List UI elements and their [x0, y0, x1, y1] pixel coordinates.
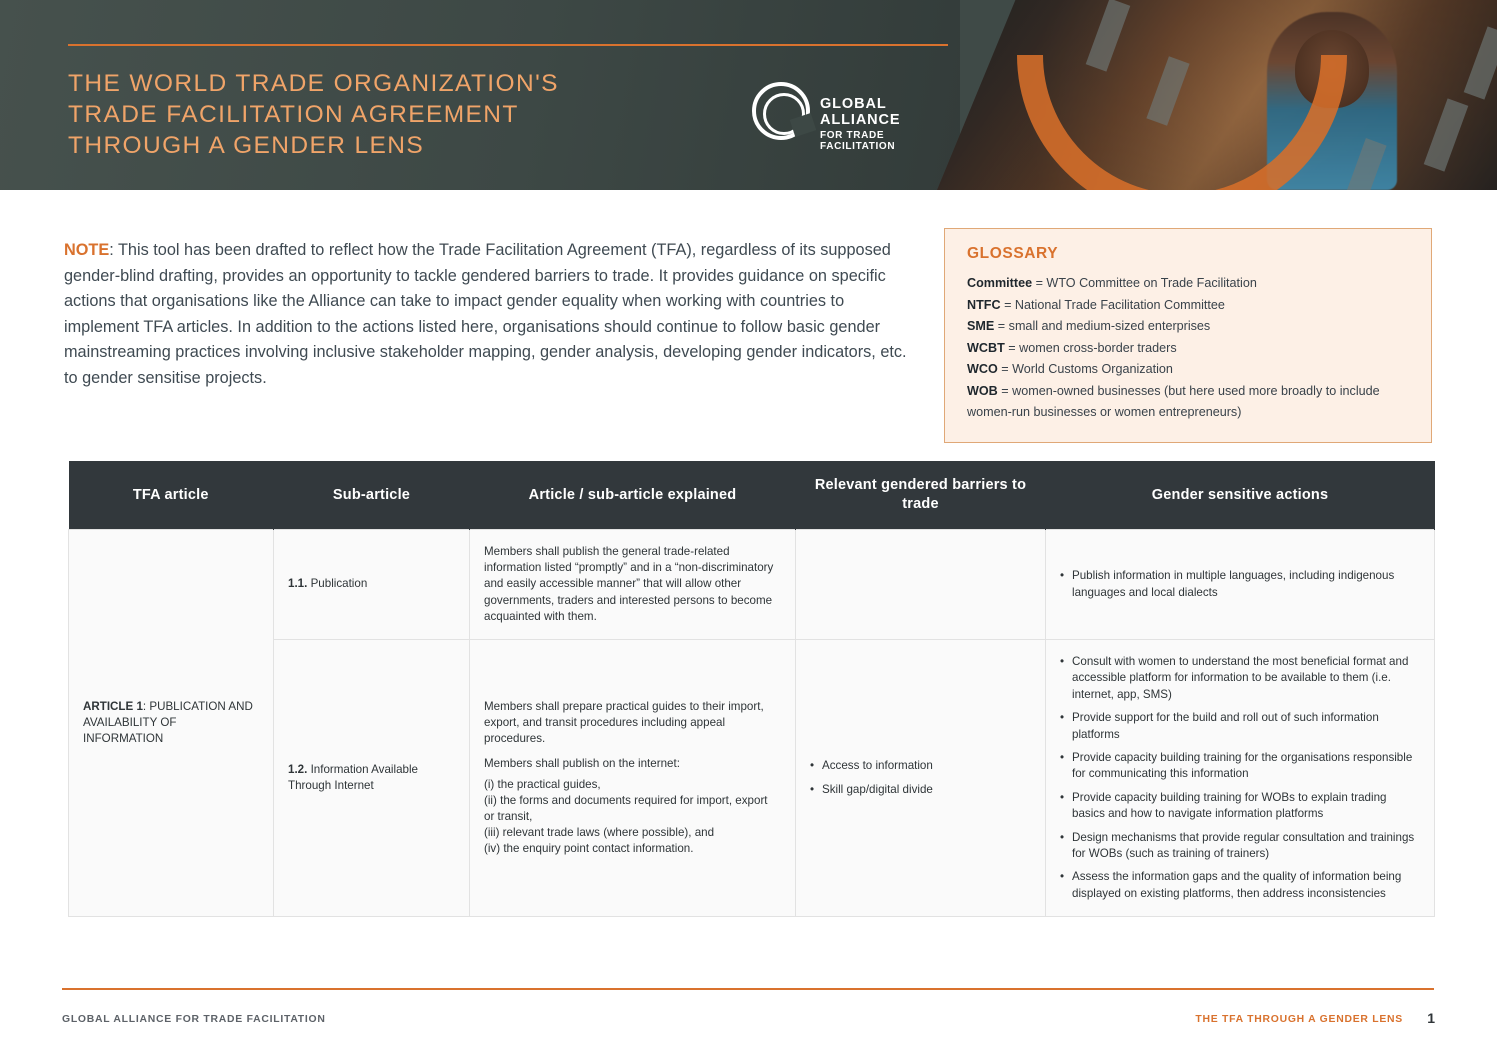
cell-actions	[1046, 640, 1435, 917]
actions-list	[1060, 568, 1420, 601]
logo-line-1: GLOBAL ALLIANCE	[820, 96, 901, 128]
article-label: ARTICLE 1	[83, 699, 143, 713]
cell-sub-article	[274, 530, 470, 640]
action-item: • Publish information in multiple languages, including indigenous languages and local dialects	[1060, 568, 1420, 601]
footer-divider	[62, 988, 1434, 990]
page-title-line-2: TRADE FACILITATION AGREEMENT	[68, 101, 519, 128]
glossary-definition: = WTO Committee on Trade Facilitation	[1032, 276, 1257, 290]
cell-sub-article	[274, 640, 470, 917]
cell-tfa-article	[69, 530, 274, 917]
barrier-item: • Access to information	[810, 758, 1031, 774]
table-row	[69, 530, 1435, 640]
glossary-definition: = women cross-border traders	[1004, 340, 1177, 355]
glossary-entry	[967, 381, 1413, 424]
sub-article-number: 1.2.	[288, 762, 308, 776]
explained-paragraph: Members shall prepare practical guides to their import, export, and transit procedures including appeal procedures.	[484, 699, 764, 746]
column-header-actions: Gender sensitive actions	[1046, 461, 1435, 530]
page-title	[68, 68, 559, 161]
column-header-explained: Article / sub-article explained	[470, 461, 796, 530]
action-item: • Consult with women to understand the most beneficial format and accessible platform for information to be available to them (i.e. internet, app, SMS)	[1060, 654, 1420, 703]
column-header-barriers: Relevant gendered barriers to trade	[796, 461, 1046, 530]
glossary-entry	[967, 359, 1413, 381]
actions-list	[1060, 654, 1420, 902]
cell-explained	[470, 640, 796, 917]
sub-article-number: 1.1.	[288, 577, 308, 591]
note-text: : This tool has been drafted to reflect how the Trade Facilitation Agreement (TFA), regardless of its supposed gender-blind drafting, provides an opportunity to tackle gendered barriers to trade. It provides guidance on specific actions that organisations like the Alliance can take to impact gender equality when working with countries to implement TFA articles. In addition to the actions listed here, organisations should continue to follow basic gender mainstreaming practices involving inclusive stakeholder mapping, gender analysis, developing gender indicators, etc. to gender sensitise projects.	[64, 241, 907, 387]
glossary-term: NTFC	[967, 297, 1001, 312]
page-header	[0, 0, 1497, 190]
explained-paragraph: (iii) relevant trade laws (where possible), and	[484, 826, 715, 840]
footer-organization: GLOBAL ALLIANCE FOR TRADE FACILITATION	[62, 1014, 326, 1025]
sub-article-title: Publication	[307, 577, 368, 591]
header-divider	[68, 44, 948, 46]
explained-paragraph: Members shall publish on the internet:	[484, 757, 680, 771]
explained-paragraph: Members shall publish the general trade-related information listed “promptly” and in a “non-discriminatory and easily accessible manner” that will allow other governments, traders and interested persons to become acquainted with them.	[484, 545, 774, 623]
action-item: • Design mechanisms that provide regular consultation and trainings for WOBs (such as training of trainers)	[1060, 830, 1420, 863]
logo-text	[820, 96, 927, 152]
glossary-entry	[967, 273, 1413, 295]
glossary-term: SME	[967, 319, 995, 333]
column-header-sub-article: Sub-article	[274, 461, 470, 530]
logo-line-2: FOR TRADE FACILITATION	[820, 130, 896, 152]
action-item: • Assess the information gaps and the quality of information being displayed on existing platforms, then address inconsistencies	[1060, 869, 1420, 902]
footer-document-title: THE TFA THROUGH A GENDER LENS	[1195, 1014, 1403, 1025]
glossary-title: GLOSSARY	[967, 245, 1059, 262]
explained-paragraph: (ii) the forms and documents required for import, export or transit,	[484, 793, 768, 823]
action-item: • Provide support for the build and roll out of such information platforms	[1060, 710, 1420, 743]
glossary-entry	[967, 295, 1413, 317]
glossary-term: WOB	[967, 383, 998, 398]
action-item: • Provide capacity building training for the organisations responsible for communicating this information	[1060, 750, 1420, 783]
page-title-line-3: THROUGH A GENDER LENS	[68, 132, 425, 159]
note-paragraph	[64, 238, 912, 391]
glossary-term: WCO	[967, 362, 998, 376]
page-number: 1	[1427, 1010, 1435, 1026]
cell-barriers	[796, 530, 1046, 640]
barrier-item: • Skill gap/digital divide	[810, 782, 1031, 798]
glossary-entry	[967, 316, 1413, 338]
table-row	[69, 640, 1435, 917]
explained-paragraph: (iv) the enquiry point contact information.	[484, 842, 694, 856]
action-item: • Provide capacity building training for WOBs to explain trading basics and how to navigate information platforms	[1060, 790, 1420, 823]
sub-article-title: Information Available Through Internet	[288, 762, 418, 793]
glossary-definition: = World Customs Organization	[997, 362, 1173, 376]
glossary-definition: = women-owned businesses (but here used more broadly to include women-run businesses or women entrepreneurs)	[967, 383, 1380, 419]
note-label: NOTE	[64, 241, 110, 259]
table-header-row	[69, 461, 1435, 530]
organization-logo	[752, 82, 927, 152]
cell-actions	[1046, 530, 1435, 640]
article-title: : PUBLICATION AND AVAILABILITY OF INFORMATION	[83, 699, 253, 746]
tfa-table	[68, 461, 1435, 917]
glossary-definition: = small and medium-sized enterprises	[994, 319, 1211, 333]
column-header-tfa-article: TFA article	[69, 461, 274, 530]
barriers-list	[810, 758, 1031, 798]
glossary-term: Committee	[967, 276, 1033, 290]
glossary-box	[944, 228, 1432, 443]
cell-barriers	[796, 640, 1046, 917]
page-title-line-1: THE WORLD TRADE ORGANIZATION'S	[68, 70, 559, 97]
glossary-entry	[967, 338, 1413, 360]
glossary-term: WCBT	[967, 340, 1005, 355]
cell-explained	[470, 530, 796, 640]
glossary-definition: = National Trade Facilitation Committee	[1000, 297, 1225, 312]
explained-paragraph: (i) the practical guides,	[484, 777, 601, 791]
